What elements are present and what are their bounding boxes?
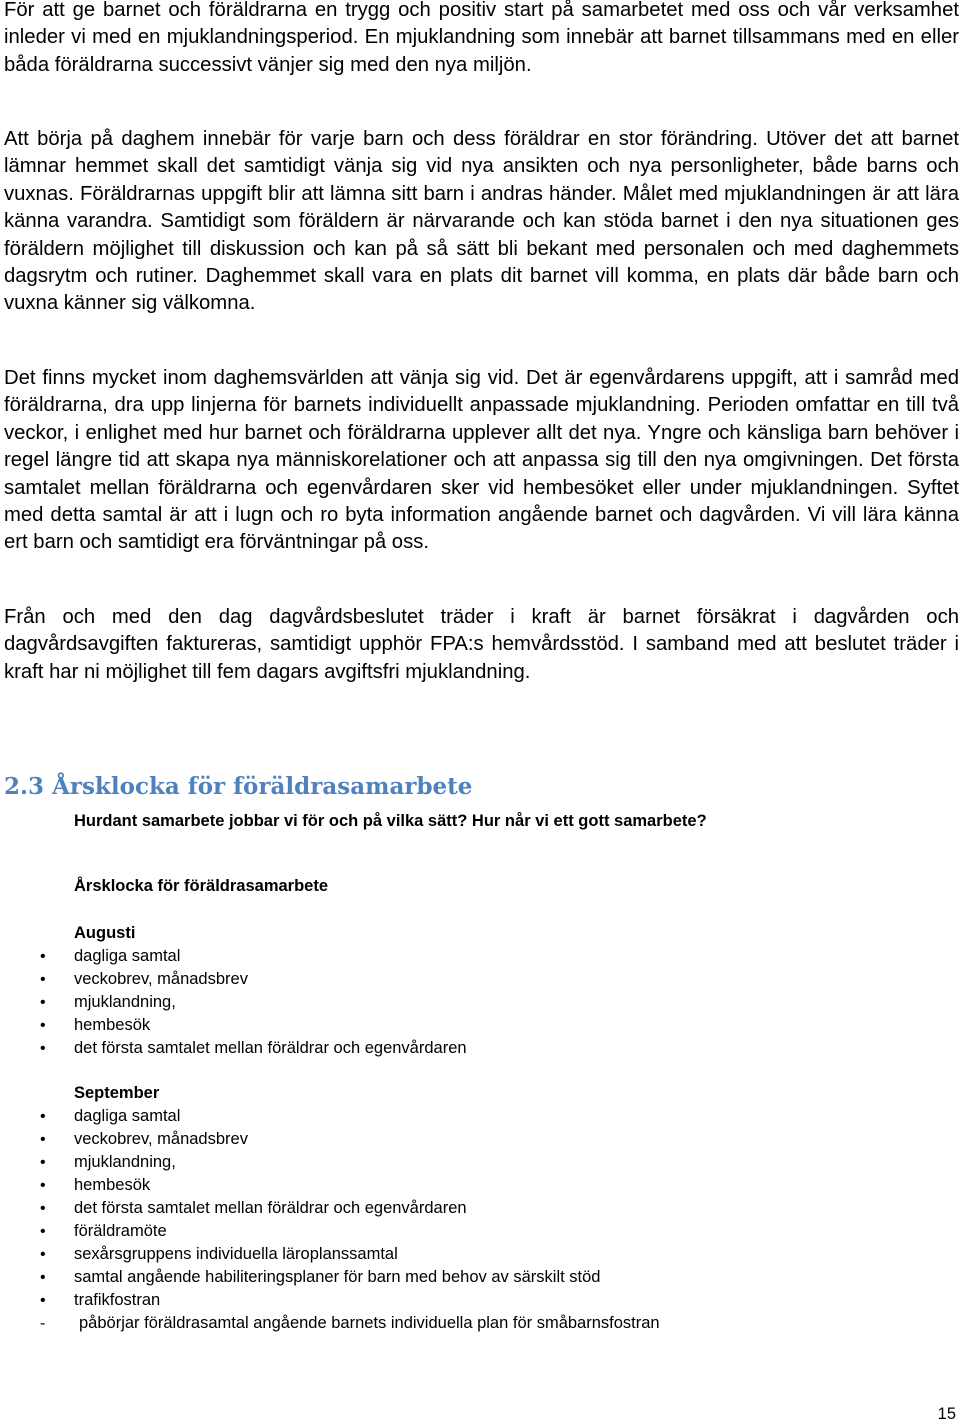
month-item-list	[4, 945, 904, 1060]
list-item: • hembesök	[4, 1014, 904, 1037]
section-heading: 2.3 Årsklocka för föräldrasamarbete	[4, 773, 473, 800]
list-item: • dagliga samtal	[4, 945, 904, 968]
month-name: Augusti	[74, 924, 136, 942]
page-number: 15	[937, 1405, 956, 1423]
paragraph-settling-in: Det finns mycket inom daghemsvärlden att vänja sig vid. Det är egenvårdarens uppgift, att i samråd med föräldrarna, dra upp linjerna för barnets individuellt anpassade mjuklandning. Perioden omfattar en till två veckor, i enlighet med hur barnet och föräldrarna upplever allt det nya. Yngre och känsliga barn behöver i regel längre tid att skapa nya människorelationer och att anpassa sig till den nya omgivningen. Det första samtalet mellan föräldrarna och egenvårdaren sker vid hembesöket eller under mjuklandningen. Syftet med detta samtal är att i lugn och ro byta information angående barnet och dagvården. Vi vill lära känna ert barn och samtidigt era förväntningar på oss.	[4, 367, 959, 554]
list-item-dash: - påbörjar föräldrasamtal angående barnets individuella plan för småbarnsfostran	[4, 1312, 904, 1335]
paragraph-intro: För att ge barnet och föräldrarna en trygg och positiv start på samarbetet med oss och vår verksamhet inleder vi med en mjuklandningsperiod. En mjuklandning som innebär att barnet tillsammans med en eller båda föräldrarna successivt vänjer sig med den nya miljön.	[4, 0, 959, 76]
bullet-icon: •	[40, 1040, 46, 1057]
section-subheading: Hurdant samarbete jobbar vi för och på vilka sätt? Hur når vi ett gott samarbete?	[74, 812, 707, 830]
bullet-icon: •	[40, 1246, 46, 1263]
list-item: • samtal angående habiliteringsplaner för barn med behov av särskilt stöd	[4, 1266, 904, 1289]
month-september	[4, 1082, 904, 1335]
month-name: September	[74, 1084, 160, 1102]
list-item: • mjuklandning,	[4, 1151, 904, 1174]
bullet-icon: •	[40, 1177, 46, 1194]
paragraph-decision: Från och med den dag dagvårdsbeslutet träder i kraft är barnet försäkrat i dagvården och dagvårdsavgiften faktureras, samtidigt upphör FPA:s hemvårdsstöd. I samband med att beslutet träder i kraft har ni möjlighet till fem dagars avgiftsfri mjuklandning.	[4, 606, 959, 683]
list-item: • sexårsgruppens individuella läroplanssamtal	[4, 1243, 904, 1266]
month-august	[4, 922, 904, 1060]
list-item: • veckobrev, månadsbrev	[4, 968, 904, 991]
bullet-icon: •	[40, 971, 46, 988]
dash-icon: -	[40, 1315, 46, 1332]
calendar-title: Årsklocka för föräldrasamarbete	[74, 877, 329, 895]
bullet-icon: •	[40, 1131, 46, 1148]
paragraph-change: Att börja på daghem innebär för varje barn och dess föräldrar en stor förändring. Utöver det att barnet lämnar hemmet skall det samtidigt vänja sig vid nya ansikten och nya personligheter, både barns och vuxnas. Föräldrarnas uppgift blir att lämna sitt barn i andras händer. Målet med mjuklandningen är att lära känna varandra. Samtidigt som föräldern är närvarande och kan stöda barnet i den nya situationen ges föräldern möjlighet till diskussion och kan på så sätt bli bekant med personalen och med daghemmets dagsrytm och rutiner. Daghemmet skall vara en plats dit barnet vill komma, en plats där både barn och vuxna känner sig välkomna.	[4, 128, 959, 315]
list-item: • det första samtalet mellan föräldrar och egenvårdaren	[4, 1197, 904, 1220]
list-item: • föräldramöte	[4, 1220, 904, 1243]
list-item: • det första samtalet mellan föräldrar och egenvårdaren	[4, 1037, 904, 1060]
list-item: • veckobrev, månadsbrev	[4, 1128, 904, 1151]
list-item: • dagliga samtal	[4, 1105, 904, 1128]
list-item: • trafikfostran	[4, 1289, 904, 1312]
bullet-icon: •	[40, 948, 46, 965]
bullet-icon: •	[40, 1269, 46, 1286]
bullet-icon: •	[40, 1108, 46, 1125]
bullet-icon: •	[40, 994, 46, 1011]
bullet-icon: •	[40, 1017, 46, 1034]
list-item: • hembesök	[4, 1174, 904, 1197]
list-item: • mjuklandning,	[4, 991, 904, 1014]
bullet-icon: •	[40, 1154, 46, 1171]
month-item-list	[4, 1105, 904, 1335]
bullet-icon: •	[40, 1200, 46, 1217]
bullet-icon: •	[40, 1292, 46, 1309]
bullet-icon: •	[40, 1223, 46, 1240]
